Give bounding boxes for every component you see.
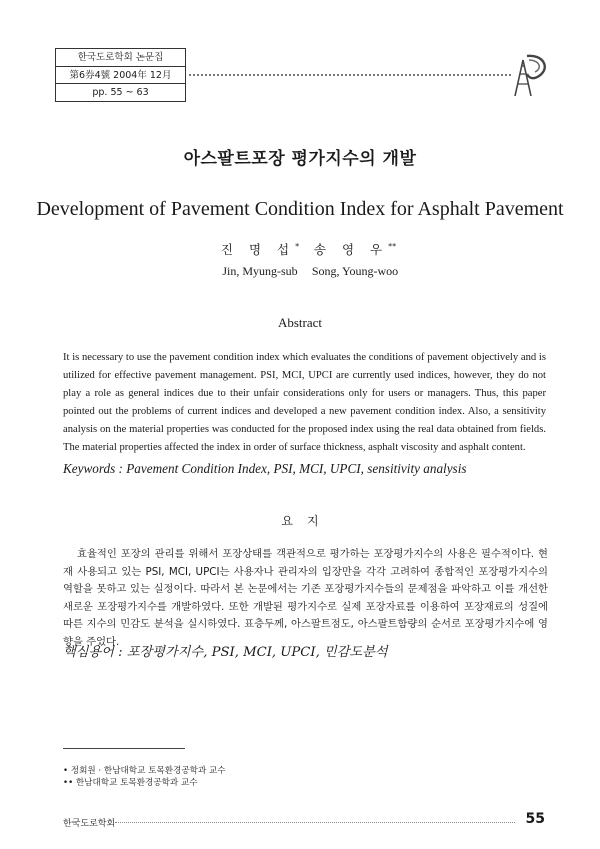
paper-title-korean: 아스팔트포장 평가지수의 개발 [183, 149, 417, 169]
footnote-1: • 정회원 · 한남대학교 토목환경공학과 교수 [63, 766, 226, 776]
author-2-name-korean: 송 영 우** [313, 241, 397, 257]
paper-title-english: Development of Pavement Condition Index for Asphalt Pavement [36, 198, 564, 220]
author-1-name-korean: 진 명 섭* [220, 241, 300, 257]
journal-name: 한국도로학회 논문집 [56, 49, 185, 67]
footnote-2: •• 한남대학교 토목환경공학과 교수 [63, 777, 198, 788]
abstract-heading: Abstract [277, 315, 323, 330]
author-1-name-english: Jin, Myung-sub [222, 264, 298, 278]
author-2-name-english: Song, Young-woo [311, 264, 399, 278]
author-1 [210, 240, 310, 279]
footnotes [63, 766, 226, 789]
footnote-divider [63, 748, 185, 749]
footer-society-name: 한국도로학회 [63, 819, 116, 829]
page-number: 55 [525, 811, 545, 827]
header-dotted-rule [189, 74, 511, 76]
journal-pages: pp. 55 ~ 63 [92, 87, 149, 98]
author-2 [305, 240, 405, 279]
korean-abstract-heading: 요지 [281, 514, 333, 528]
society-logo-icon [509, 50, 551, 98]
keywords-english: Keywords : Pavement Condition Index, PSI, MCI, UPCI, sensitivity analysis [63, 461, 467, 476]
abstract-text: It is necessary to use the pavement condition index which evaluates the conditions of pavement objectively and is utilized for effective pavement management. PSI, MCI, UPCI are currently used indices, however, they do not play a role as general indices due to their unfair considerations only for users or managers. Thus, this paper pointed out the problems of current indices and developed a new pavement condition index. Also, a sensitivity analysis on the material properties was conducted for the proposed index using the real data obtained from fields. The material properties affected the index in order of surface thickness, asphalt viscosity and asphalt content. [63, 352, 546, 453]
journal-info-box [55, 48, 186, 102]
keywords-korean: 핵심용어 : 포장평가지수, PSI, MCI, UPCI, 민감도분석 [63, 645, 388, 660]
journal-issue: 第6券4號 2004年 12月 [56, 67, 185, 85]
korean-abstract-text: 효율적인 포장의 관리를 위해서 포장상태를 객관적으로 평가하는 포장평가지수의 사용은 필수적이다. 현재 사용되고 있는 PSI, MCI, UPCI는 사용자나 관리자의 입장만을 각각 고려하여 종합적인 포장평가지수의 역할을 못하고 있는 실정이다. 따라서 본 논문에서는 기존 포장평가지수들의 문제점을 파악하고 이를 개선한 새로운 포장평가지수를 개발하였다. 또한 개발된 평가지수로 실제 포장자료를 이용하여 포장재료의 성질에 따른 지수의 민감도 분석을 실시하였다. 표층두께, 아스팔트점도, 아스팔트함량의 순서로 포장평가지수에 영향을 주었다. [63, 548, 548, 648]
footer-dotted-rule [115, 822, 515, 823]
